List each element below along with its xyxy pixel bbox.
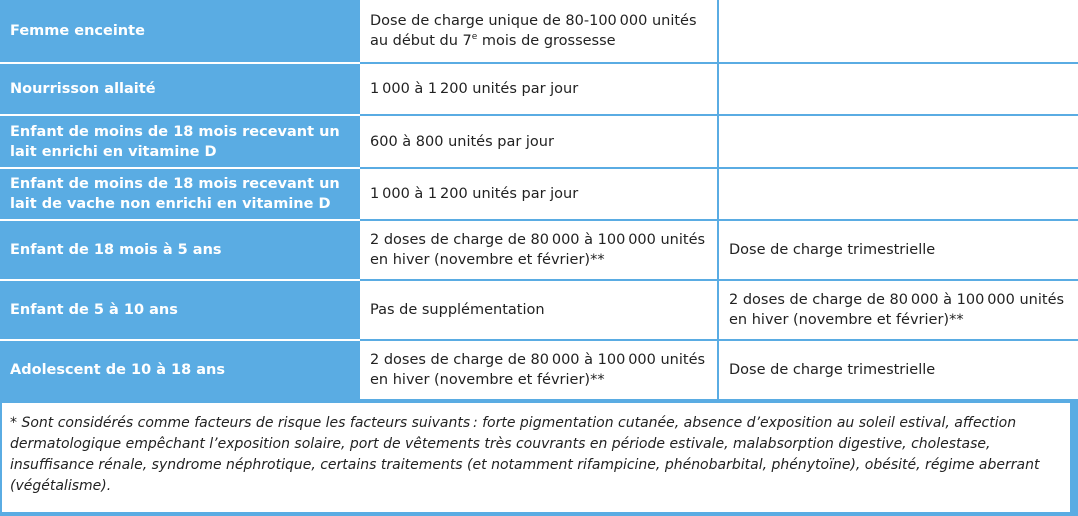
dose-line-2-end: mois de grossesse bbox=[477, 33, 616, 49]
dose-cell: 1 000 à 1 200 unités par jour bbox=[360, 168, 718, 220]
dose-line-2-start: au début du 7 bbox=[370, 33, 472, 49]
population-cell: Femme enceinte bbox=[0, 0, 360, 63]
table-row bbox=[0, 0, 1078, 63]
table-row bbox=[0, 63, 1078, 115]
table-row bbox=[0, 168, 1078, 220]
population-cell: Enfant de moins de 18 mois recevant un lait de vache non enrichi en vitamine D bbox=[0, 168, 360, 220]
risk-dose-cell: 2 doses de charge de 80 000 à 100 000 unités en hiver (novembre et février)** bbox=[718, 280, 1078, 340]
table-row bbox=[0, 220, 1078, 280]
dose-cell: Pas de supplémentation bbox=[360, 280, 718, 340]
risk-dose-cell bbox=[718, 0, 1078, 63]
risk-dose-cell: Dose de charge trimestrielle bbox=[718, 340, 1078, 400]
table-row bbox=[0, 340, 1078, 400]
dose-cell: 1 000 à 1 200 unités par jour bbox=[360, 63, 718, 115]
table-row bbox=[0, 115, 1078, 168]
dose-cell: 2 doses de charge de 80 000 à 100 000 unités en hiver (novembre et février)** bbox=[360, 340, 718, 400]
risk-factors-footnote: * Sont considérés comme facteurs de risque les facteurs suivants : forte pigmentation cutanée, absence d’exposition au soleil estival, affection dermatologique empêchant l’exposition solaire, port de vêtements très couvrants en période estivale, malabsorption digestive, cholestase, insuffisance rénale, syndrome néphrotique, certains traitements (et notamment rifampicine, phénobarbital, phénytoïne), obésité, régime aberrant (végétalisme). bbox=[2, 403, 1070, 512]
dose-superscript: e bbox=[471, 32, 478, 42]
dose-line-1: Dose de charge unique de 80-100 000 unités bbox=[370, 13, 697, 29]
table-row bbox=[0, 280, 1078, 340]
risk-dose-cell bbox=[718, 168, 1078, 220]
dose-cell bbox=[360, 0, 718, 63]
population-cell: Adolescent de 10 à 18 ans bbox=[0, 340, 360, 400]
population-cell: Enfant de 5 à 10 ans bbox=[0, 280, 360, 340]
dose-cell: 600 à 800 unités par jour bbox=[360, 115, 718, 168]
risk-dose-cell bbox=[718, 115, 1078, 168]
dose-cell: 2 doses de charge de 80 000 à 100 000 unités en hiver (novembre et février)** bbox=[360, 220, 718, 280]
risk-dose-cell bbox=[718, 63, 1078, 115]
population-cell: Nourrisson allaité bbox=[0, 63, 360, 115]
population-cell: Enfant de 18 mois à 5 ans bbox=[0, 220, 360, 280]
population-cell: Enfant de moins de 18 mois recevant un lait enrichi en vitamine D bbox=[0, 115, 360, 168]
risk-dose-cell: Dose de charge trimestrielle bbox=[718, 220, 1078, 280]
